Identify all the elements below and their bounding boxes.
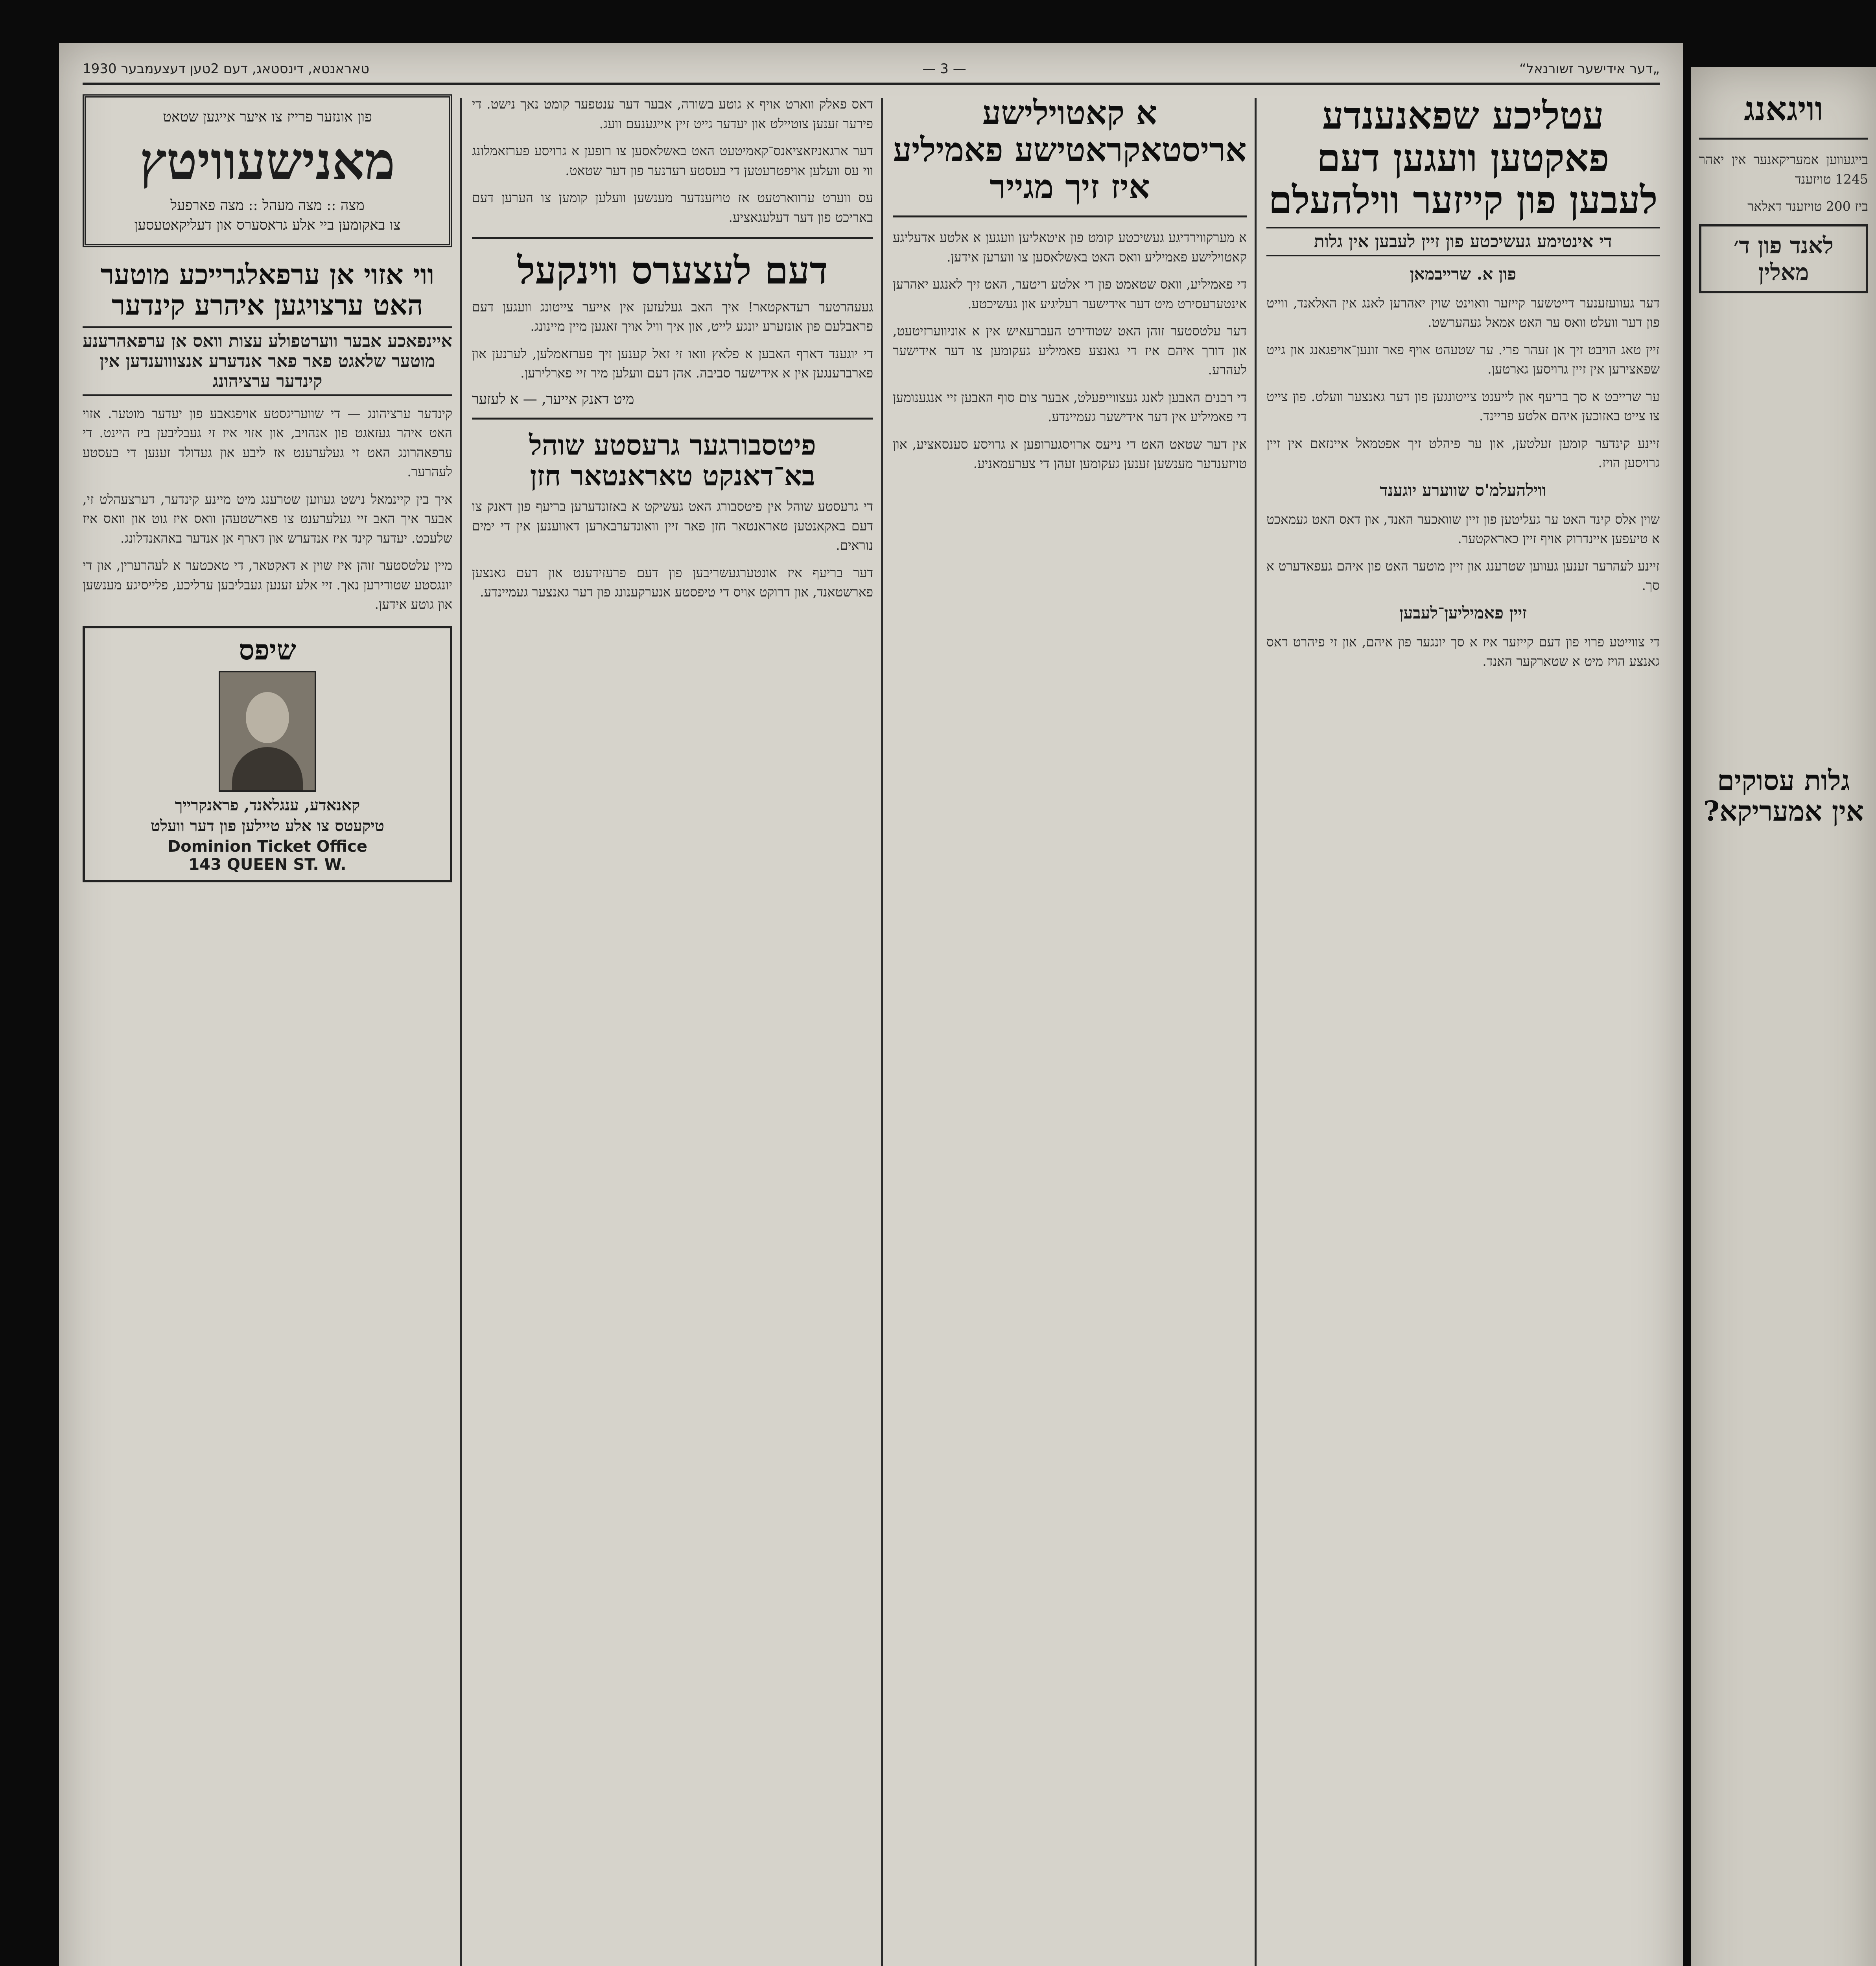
kaiser-paragraph: דער געוועזענער דייטשער קייזער וואוינט שוין יאהרען לאנג אין האלאנד, ווייט פון דער וועלט וואס ער האט אמאל געהערשט. xyxy=(1266,295,1660,330)
kaiser-section-paragraph: זיינע לעהרער זענען געווען שטרענג און זיין מוטער האט פון איהם געפאדערט א סך. xyxy=(1266,558,1660,593)
family-paragraph: אין דער שטאט האט די נייעס ארויסגערופען א גרויסע סענסאציע, און טויזענדער מענשען זענען געקומען זעהן די צערעמאניע. xyxy=(893,436,1247,471)
mother-paragraph: איך בין קיינמאל נישט געווען שטרענג מיט מיינע קינדער, דערצעהלט זי, אבער איך האב זיי געלערענט צו פארשטעהן וואס איז גוט און וואס איז שלעכט. יעדער קינד איז אנדערש און דארף אן אנדער באהאנדלונג. xyxy=(83,491,452,546)
letters-signature: מיט דאנק אייער, — א לעזער xyxy=(472,391,634,407)
kaiser-subhead: די אינטימע געשיכטע פון זיין לעבען אין גלות xyxy=(1266,227,1660,256)
mother-subhead: איינפאכע אבער ווערטפולע עצות וואס אן ערפאהרענע מוטער שלאגט פאר פאר אנדערע אנצוווענדען אין קינדער ערציהונג xyxy=(83,326,452,396)
family-paragraph: די רבנים האבען לאנג געצווייפעלט, אבער צום סוף האבען זיי אנגענומען די פאמיליע אין דער אידישער געמיינדע. xyxy=(893,389,1247,425)
adjacent-headline: גלות עסוקים אין אמעריקא? xyxy=(1703,764,1864,827)
kaiser-byline: פון א. שרייבמאן xyxy=(1410,264,1517,283)
letters-headline: דעם לעצערס ווינקעל xyxy=(517,248,828,293)
column-letters xyxy=(472,94,873,1966)
column-rule xyxy=(460,98,462,1966)
news-paragraph: דאס פאלק ווארט אויף א גוטע בשורה, אבער דער ענטפער קומט נאך נישט. די פירער זענען צוטיילט און יעדער גייט זיין אייגענעם וועג. xyxy=(472,96,873,131)
adjacent-masthead: וויגאנג xyxy=(1744,90,1823,128)
column-kaiser xyxy=(1266,94,1660,1966)
folio-center: — 3 — xyxy=(922,61,966,77)
kaiser-section2-heading: זיין פאמיליען־לעבען xyxy=(1399,603,1527,622)
adjacent-box-title: לאנד פון ד׳ מאלין xyxy=(1699,224,1868,293)
divider xyxy=(893,215,1247,217)
ticket-ad-line: קאנאדע, ענגלאנד, פראנקרייך xyxy=(175,796,360,815)
ad-products: מצה :: מצה מעהל :: מצה פארפעל xyxy=(170,197,365,214)
ad-top-line: פון אונזער פרייז צו איער אייגען שטאט xyxy=(163,109,372,125)
portrait-photo xyxy=(219,671,316,792)
kaiser-section-heading: ווילהעלמ'ס שווערע יוגענד xyxy=(1380,480,1546,500)
divider xyxy=(472,237,873,239)
ad-brand-title: מאנישעוויטץ xyxy=(140,131,395,191)
column-mother xyxy=(83,94,452,1966)
manischewitz-ad xyxy=(83,94,452,247)
divider xyxy=(472,418,873,420)
family-paragraph: דער עלטסטער זוהן האט שטודירט העברעאיש אין א אוניווערזיטעט, און דורך איהם איז די גאנצע פאמיליע געקומען צו דער אידישער לעהרע. xyxy=(893,323,1247,378)
kaiser-paragraph: זיינע קינדער קומען זעלטען, און ער פיהלט זיך אפטמאל איינזאם אין זיין גרויסען הויז. xyxy=(1266,435,1660,471)
family-paragraph: די פאמיליע, וואס שטאמט פון די אלטע ריטער, האט זיך לאנגע יאהרען אינטערעסירט מיט דער אידישער רעליגיע און געשיכטע. xyxy=(893,276,1247,311)
news-paragraph: דער ארגאניזאציאנס־קאמיטעט האט באשלאסען צו רופען א גרויסע פערזאמלונג ווי עס וועלען אויפטרעטען די בעסטע רעדנער פון דער שטאט. xyxy=(472,143,873,178)
news-paragraph: עס ווערט ערווארטעט אז טויזענדער מענשען וועלען קומען צו הערען דעם באריכט פון דער דעלעגאציע. xyxy=(472,190,873,225)
kaiser-paragraph: ער שרייבט א סך בריעף און לייענט צייטונגען פון דער גאנצער וועלט. פון צייט צו צייט באזוכען איהם אלטע פריינד. xyxy=(1266,388,1660,424)
column-rule xyxy=(1255,98,1257,1966)
family-paragraph: א מערקווירדיגע געשיכטע קומט פון איטאליען וועגען א אלטע אדעליגע קאטוילישע פאמיליע וואס האט באשלאסען צו ווערען אידען. xyxy=(893,230,1247,265)
folio-left: טאראנטא, דינסטאג, דעם 2טען דעצעמבער 1930 xyxy=(83,61,370,77)
kaiser-paragraph: זיין טאג הויבט זיך אן זעהר פרי. ער שטעהט אויף פאר זונען־אויפגאנג און גייט שפאצירען אין זיין גרויסען גארטען. xyxy=(1266,342,1660,377)
kaiser-section2-paragraph: די צווייטע פרוי פון דעם קייזער איז א סך יונגער פון איהם, און זי פיהרט דאס גאנצע הויז מיט א שטארקער האנד. xyxy=(1266,634,1660,669)
family-headline: א קאטוילישע אריסטאקראטישע פאמיליע איז זיך מגייר xyxy=(893,94,1247,206)
ticket-ad-name: Dominion Ticket Office xyxy=(167,838,367,856)
pittsburgh-paragraph: די גרעסטע שוהל אין פיטסבורג האט געשיקט א באזונדערען בריעף פון דאנק צו דעם באקאנטען טאראנטאר חזן פאר זיין וואונדערבארען דאווענען אין די ימים נוראים. xyxy=(472,499,873,553)
mother-paragraph: מיין עלטסטער זוהן איז שוין א דאקטאר, די טאכטער א לעהרערין, און די יונגסטע שטודירען נאך. זיי אלע זענען געבליבען ערליכע, פלייסיגע מענשען און גוטע אידען. xyxy=(83,558,452,612)
adjacent-paragraph: ביז 200 טויזענד דאלאר xyxy=(1747,199,1868,214)
column-rule xyxy=(881,98,883,1966)
adjacent-column xyxy=(1699,90,1868,1966)
letters-paragraph: די יוגענד דארף האבען א פלאץ וואו זי זאל קענען זיך פערזאמלען, לערנען און פארברענגען אין א אידישער סביבה. אהן דעם וועלען מיר זיי פארלירען. xyxy=(472,346,873,381)
ad-bottom-line: צו באקומען ביי אלע גראסערס און דעליקאטעסען xyxy=(134,217,401,233)
column-aristocratic-family xyxy=(893,94,1247,1966)
mother-paragraph: קינדער ערציהונג — די שוועריגסטע אויפגאבע פון יעדער מוטער. אזוי האט איהר געזאגט פון אנהויב, און אזוי איז זי געבליבען ביז היינט. די ערפאהרונג האט זי געלערענט אז ליבע און געדולד זענען די בעסטע לעהרער. xyxy=(83,405,452,480)
pittsburgh-headline: פיטסבורגער גרעסטע שוהל בא־דאנקט טאראנטאר חזן xyxy=(529,428,816,492)
kaiser-headline: עטליכע שפאנענדע פאקטען וועגען דעם לעבען פון קייזער ווילהעלם xyxy=(1268,94,1658,223)
page-folio xyxy=(83,55,1660,85)
ticket-ad-address: 143 QUEEN ST. W. xyxy=(188,856,346,874)
ticket-ad-line: טיקעטס צו אלע טיילען פון דער וועלט xyxy=(151,817,384,836)
divider xyxy=(1699,138,1868,140)
kaiser-section-paragraph: שוין אלס קינד האט ער געליטען פון זיין שוואכער האנד, און דאס האט געמאכט א טיעפען איינדרוק אויף זיין כאראקטער. xyxy=(1266,511,1660,547)
pittsburgh-paragraph: דער בריעף איז אונטערגעשריבען פון דעם פרעזידענט און דעם גאנצען פארשטאנד, און דרוקט אויס די טיפסטע אנערקענונג פון דער גאנצער געמיינדע. xyxy=(472,565,873,600)
ticket-ad-title: שיפס xyxy=(239,633,296,666)
adjacent-page xyxy=(1691,67,1876,1966)
adjacent-paragraph: בייגעווען אמעריקאנער אין יאהר 1245 טויזענד xyxy=(1699,152,1868,187)
ticket-office-ad xyxy=(83,626,452,882)
mother-headline: ווי אזוי אן ערפאלגרייכע מוטער האט ערצויגען איהרע קינדער xyxy=(100,258,435,322)
newspaper-page xyxy=(59,43,1683,1966)
letters-paragraph: געעהרטער רעדאקטאר! איך האב געלעזען אין אייער צייטונג וועגען דעם פראבלעם פון אונזערע יונגע לייט, און איך וויל אויך זאגען מיין מיינונג. xyxy=(472,299,873,334)
folio-right: „דער אידישער זשורנאל“ xyxy=(1519,61,1660,77)
